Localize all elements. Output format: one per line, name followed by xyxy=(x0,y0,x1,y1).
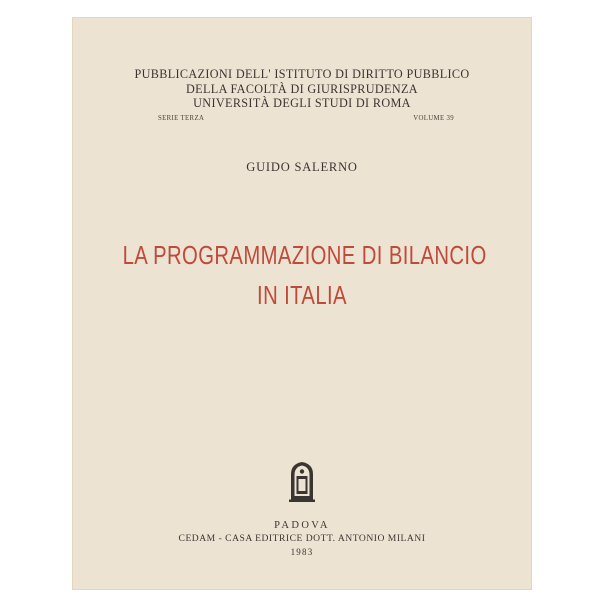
volume-label: VOLUME 39 xyxy=(413,115,454,122)
publisher-emblem-icon xyxy=(287,460,317,502)
publication-year: 1983 xyxy=(290,547,314,557)
publisher-name: CEDAM - CASA EDITRICE DOTT. ANTONIO MILANI xyxy=(178,533,426,544)
book-cover xyxy=(72,17,532,590)
book-title xyxy=(122,235,487,315)
series-header-line-2: DELLA FACOLTÀ DI GIURISPRUDENZA xyxy=(186,81,418,96)
series-label: SERIE TERZA xyxy=(158,115,205,122)
book-title-line-2: IN ITALIA xyxy=(257,280,347,310)
series-header-line-1: PUBBLICAZIONI DELL' ISTITUTO DI DIRITTO PUBBLICO xyxy=(134,67,470,81)
series-header-line-3: UNIVERSITÀ DEGLI STUDI DI ROMA xyxy=(193,96,411,110)
series-header xyxy=(72,67,532,111)
book-title-line-1: LA PROGRAMMAZIONE DI BILANCIO xyxy=(122,240,487,270)
publisher-block xyxy=(72,519,532,558)
publisher-city: PADOVA xyxy=(274,520,330,531)
author-name: GUIDO SALERNO xyxy=(246,160,358,174)
